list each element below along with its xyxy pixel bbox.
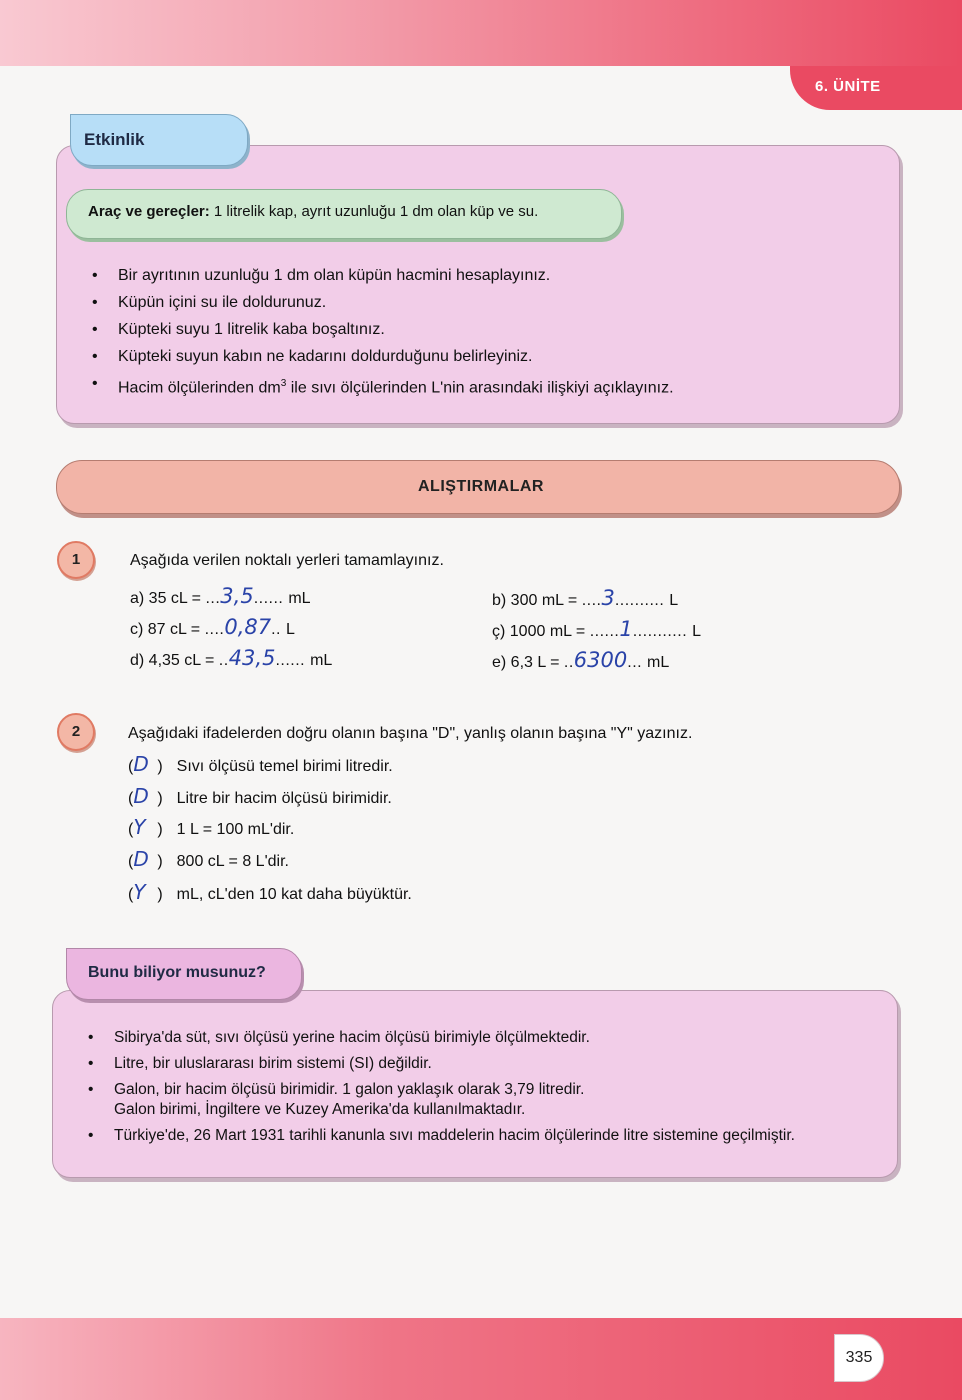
handwritten-answer: 0,87 [224, 615, 272, 639]
activity-step: • Bir ayrıtının uzunluğu 1 dm olan küpün hacmini hesaplayınız. [92, 266, 674, 293]
exercises-title: ALIŞTIRMALAR [418, 478, 544, 495]
activity-steps [92, 266, 674, 401]
handwritten-answer: 1 [619, 617, 633, 641]
true-false-item: (D ) Litre bir hacim ölçüsü birimidir. [128, 784, 392, 808]
step5-sup: 3 [280, 378, 287, 389]
handwritten-answer: 3,5 [220, 584, 254, 608]
handwritten-mark: Y [133, 880, 146, 904]
fill-item-d: d) 4,35 cL = ..43,5...... mL [130, 646, 333, 670]
true-false-item: (D ) Sıvı ölçüsü temel birimi litredir. [128, 752, 393, 776]
info-item: • Türkiye'de, 26 Mart 1931 tarihli kanunla sıvı maddelerin hacim ölçülerinde litre sistemine geçilmiştir. [88, 1126, 888, 1146]
question-1-badge: 1 [57, 541, 95, 579]
activity-step: • Küpün içini su ile doldurunuz. [92, 293, 674, 320]
bottom-color-band [0, 1318, 962, 1400]
info-item: • Sibirya'da süt, sıvı ölçüsü yerine hacim ölçüsü birimiyle ölçülmektedir. [88, 1028, 888, 1048]
unit-label: 6. ÜNİTE [815, 78, 881, 95]
handwritten-mark: Y [133, 815, 146, 839]
true-false-item: (D ) 800 cL = 8 L'dir. [128, 847, 289, 871]
handwritten-mark: D [133, 847, 149, 871]
handwritten-answer: 43,5 [228, 646, 276, 670]
materials-value: 1 litrelik kap, ayrıt uzunluğu 1 dm olan küp ve su. [209, 203, 539, 220]
question-2-prompt: Aşağıdaki ifadelerden doğru olanın başına "D", yanlış olanın başına "Y" yazınız. [128, 725, 693, 742]
fill-item-e: e) 6,3 L = ..6300... mL [492, 648, 670, 672]
handwritten-answer: 3 [601, 586, 615, 610]
info-item: • Galon, bir hacim ölçüsü birimidir. 1 galon yaklaşık olarak 3,79 litredir. Galon birimi, İngiltere ve Kuzey Amerika'da kullanılmaktadır. [88, 1080, 888, 1120]
fill-item-b: b) 300 mL = ....3.......... L [492, 586, 679, 610]
top-color-band [0, 0, 962, 66]
handwritten-mark: D [133, 752, 149, 776]
info-item: • Litre, bir uluslararası birim sistemi (SI) değildir. [88, 1054, 888, 1074]
materials-text [88, 203, 538, 220]
step5-after: ile sıvı ölçülerinden L'nin arasındaki ilişkiyi açıklayınız. [286, 379, 674, 397]
step5-before: Hacim ölçülerinden dm [118, 379, 281, 397]
activity-step: • Küpteki suyun kabın ne kadarını doldurduğunu belirleyiniz. [92, 347, 674, 374]
handwritten-mark: D [133, 784, 149, 808]
true-false-item: (Y ) 1 L = 100 mL'dir. [128, 815, 295, 839]
question-2-badge: 2 [57, 713, 95, 751]
fill-item-a: a) 35 cL = ...3,5...... mL [130, 584, 311, 608]
activity-step: • Küpteki suyu 1 litrelik kaba boşaltınız. [92, 320, 674, 347]
info-title: Bunu biliyor musunuz? [88, 964, 266, 981]
fill-item-c: c) 87 cL = ....0,87.. L [130, 615, 295, 639]
true-false-item: (Y ) mL, cL'den 10 kat daha büyüktür. [128, 880, 412, 904]
activity-title: Etkinlik [84, 130, 145, 149]
handwritten-answer: 6300 [573, 648, 628, 672]
info-list [88, 1028, 888, 1152]
activity-step [92, 374, 674, 401]
fill-item-cc: ç) 1000 mL = ......1........... L [492, 617, 701, 641]
page-number: 335 [834, 1334, 884, 1382]
materials-label: Araç ve gereçler: [88, 203, 210, 220]
question-1-prompt: Aşağıda verilen noktalı yerleri tamamlayınız. [130, 552, 444, 569]
